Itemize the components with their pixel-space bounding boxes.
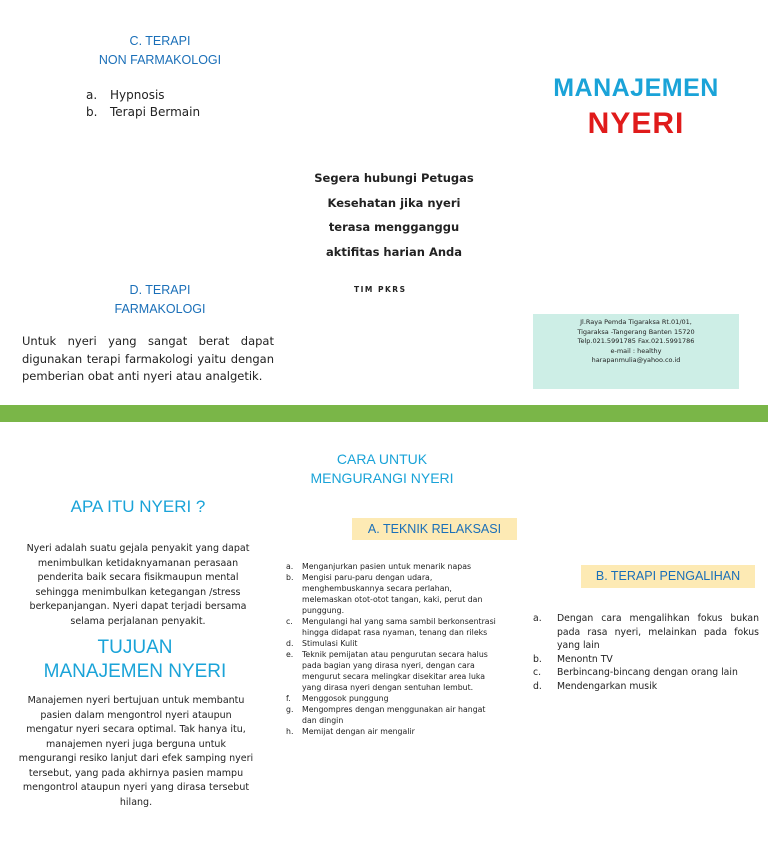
list-item [86,104,200,121]
list-item-label: d. [286,639,294,648]
cara-heading [296,450,468,488]
contact-note-line: Segera hubungi Petugas [314,171,474,185]
list-item-label: b. [533,653,542,665]
apa-itu-nyeri-heading: APA ITU NYERI ? [70,497,206,516]
list-item-text: Hypnosis [110,88,165,102]
teknik-relaksasi-heading: A. TEKNIK RELAKSASI [352,518,517,540]
section-c-heading-line1: C. TERAPI [129,34,191,48]
teknik-relaksasi-list [286,561,498,737]
section-c-heading-line2: NON FARMAKOLOGI [98,53,222,67]
address-line: harapanmulia@yahoo.co.id [591,356,681,364]
apa-itu-nyeri-text: Nyeri adalah suatu gejala penyakit yang dapat menimbulkan ketidaknyamanan perasaan penderita baik secara fisikmaupun mental sehingga menimbulkan ketegangan /stress berkepanjangan. Nyeri dapat terjadi bersama selama perjalanan penyakit. [26,543,250,627]
list-item [286,638,498,649]
list-item-label: g. [286,705,294,714]
tujuan-heading [30,636,240,684]
list-item-text: Mendengarkan musik [557,680,658,692]
list-item-text: Memijat dengan air mengalir [302,727,415,736]
section-d-heading-line2: FARMAKOLOGI [114,302,206,316]
page-divider [0,405,768,422]
list-item-label: e. [286,650,294,659]
list-item [533,653,759,667]
list-item-label: a. [286,562,294,571]
list-item-label: a. [533,613,542,624]
list-item-text: Dengan cara mengalihkan fokus bukan pada rasa nyeri, melainkan pada fokus yang lain [557,613,759,651]
section-d-text: Untuk nyeri yang sangat berat dapat digunakan terapi farmakologi yaitu dengan pemberian obat anti nyeri atau analgetik. [22,334,274,383]
contact-note-line: terasa mengganggu [328,220,460,234]
list-item [286,649,498,693]
list-item-label: a. [86,88,98,102]
section-d-heading-line1: D. TERAPI [129,283,191,297]
brochure-title-line2: NYERI [587,107,685,140]
list-item [286,704,498,726]
tujuan-text: Manajemen nyeri bertujuan untuk membantu pasien dalam mengontrol nyeri ataupun mengatur nyeri secara optimal. Tak hanya itu, manajemen nyeri juga berguna untuk mengurangi resiko lanjut dari efek samping nyeri tersebut, yang pada akhirnya pasien mampu mengontrol ataupun nyeri yang dirasa tersebut hilang. [18,695,254,808]
list-item-text: Mengompres dengan menggunakan air hangat dan dingin [302,705,486,725]
list-item-text: Menganjurkan pasien untuk menarik napas [302,562,472,571]
address-box [533,314,739,389]
tujuan-heading-line2: MANAJEMEN NYERI [43,661,227,682]
list-item [533,666,759,680]
list-item-text: Mengulangi hal yang sama sambil berkonsentrasi hingga didapat rasa nyaman, tenang dan rileks [302,617,496,637]
list-item-text: Berbincang-bincang dengan orang lain [557,667,738,678]
address-line: Telp.021.5991785 Fax.021.5991786 [577,337,695,345]
address-line: e-mail : healthy [610,346,662,355]
section-d-heading [60,281,260,319]
list-item [286,616,498,638]
list-item-label: f. [286,694,291,703]
list-item-label: c. [286,617,293,626]
address-line: Jl.Raya Pemda Tigaraksa Rt.01/01, [580,318,692,326]
list-item-text: Stimulasi Kulit [302,639,358,648]
contact-note [306,166,482,264]
list-item-label: c. [533,667,542,678]
contact-note-line: Kesehatan jika nyeri [327,195,461,210]
list-item [86,87,200,104]
list-item-text: Teknik pemijatan atau pengurutan secara halus pada bagian yang dirasa nyeri, dengan cara mengurut secara melingkar disekitar area luka yang dirasa nyeri dengan sentuhan lembut. [302,650,488,692]
cara-heading-line1: CARA UNTUK [336,451,428,467]
list-item-label: b. [286,573,294,582]
contact-note-line: aktifitas harian Anda [325,244,463,259]
list-item [533,680,759,694]
tujuan-heading-line1: TUJUAN [97,637,173,658]
team-label: TIM PKRS [354,285,407,294]
list-item-text: Menggosok punggung [302,694,389,703]
list-item [286,726,498,737]
list-item [533,612,759,653]
list-item [286,572,498,616]
section-c-heading [60,32,260,70]
section-c-list [86,87,200,121]
cara-heading-line2: MENGURANGI NYERI [310,470,454,486]
list-item-text: Mengisi paru-paru dengan udara, menghembuskannya secara perlahan, melemaskan otot-otot tangan, kaki, perut dan punggung. [302,573,483,615]
list-item-label: b. [86,105,98,119]
list-item-label: d. [533,680,542,692]
address-line: Tigaraksa -Tangerang Banten 15720 [577,327,695,336]
list-item [286,561,498,572]
list-item-text: Menontn TV [557,653,613,665]
list-item-text: Terapi Bermain [110,105,201,119]
terapi-pengalihan-heading: B. TERAPI PENGALIHAN [581,565,755,588]
list-item [286,693,498,704]
brochure-title-line1: MANAJEMEN [553,74,719,102]
terapi-pengalihan-list [533,612,759,693]
list-item-label: h. [286,727,294,736]
